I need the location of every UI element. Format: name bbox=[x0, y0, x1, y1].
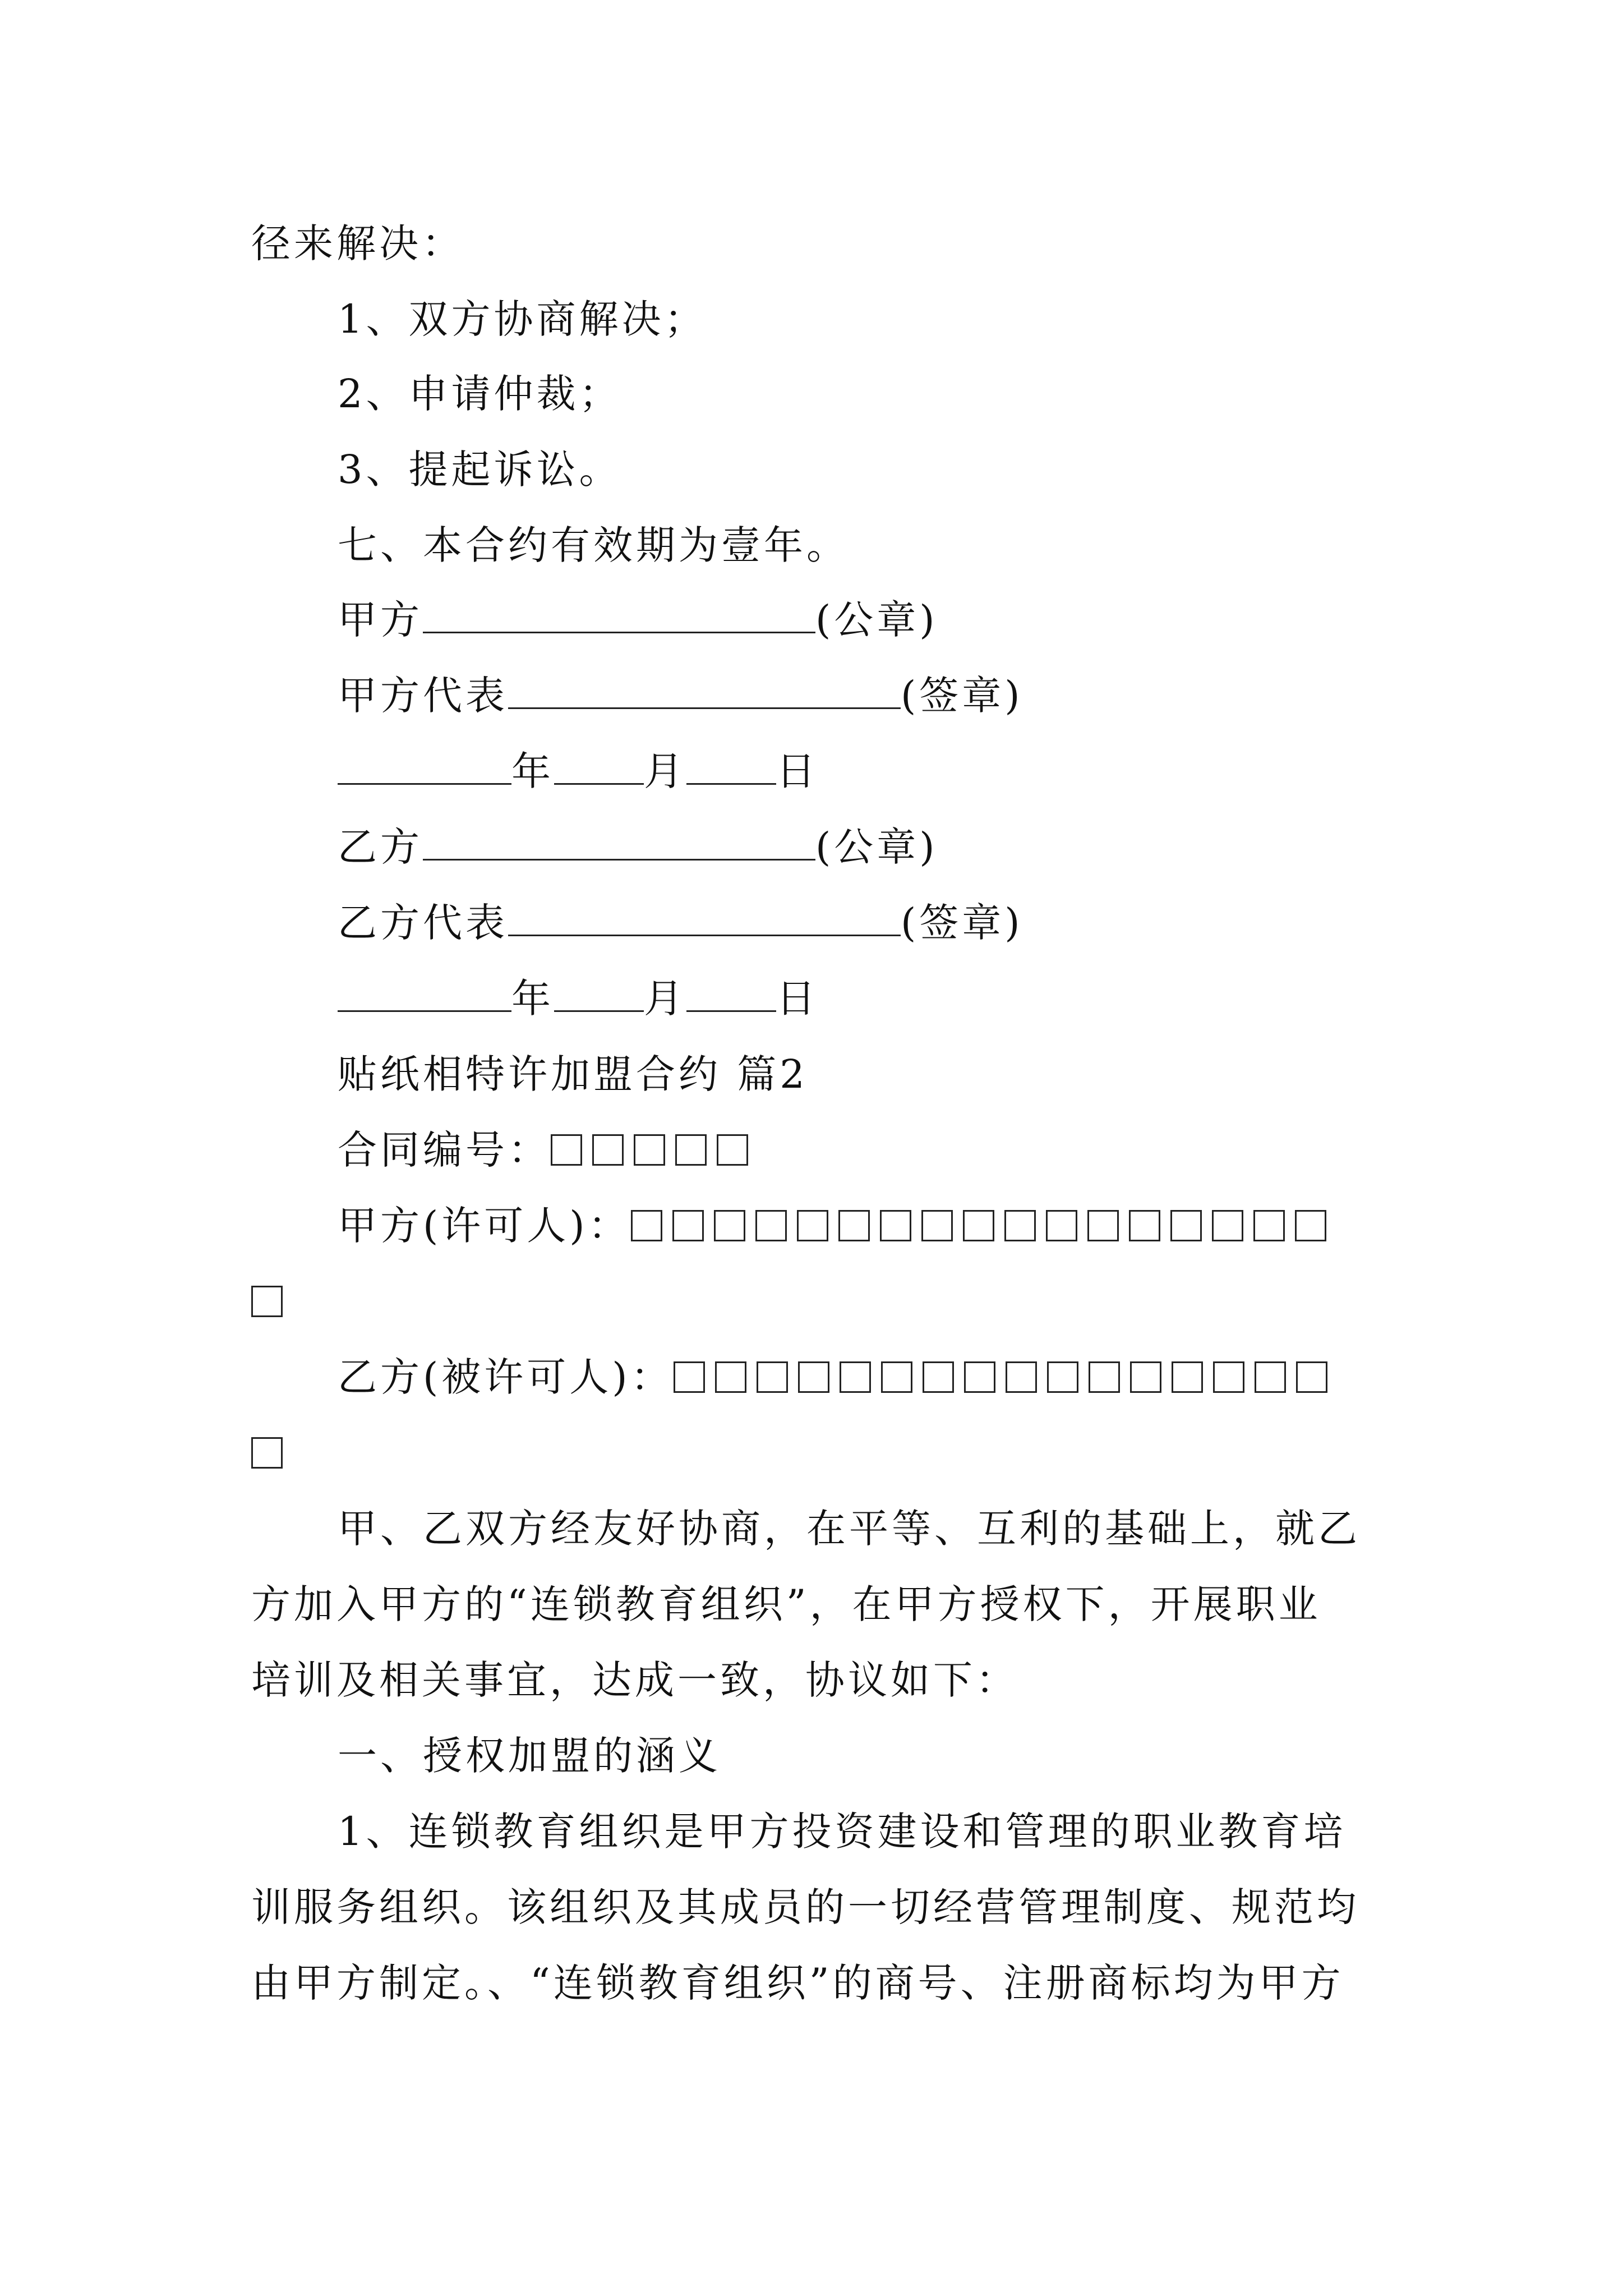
year-label: 年 bbox=[511, 976, 554, 1022]
day-blank bbox=[686, 977, 776, 1012]
party-b-blank bbox=[423, 825, 815, 861]
placeholder-boxes bbox=[674, 1354, 1338, 1400]
party-a-label: 甲方 bbox=[338, 597, 423, 643]
placeholder-boxes bbox=[251, 1278, 293, 1325]
date-row bbox=[338, 748, 819, 795]
section-heading: 一、授权加盟的涵义 bbox=[338, 1733, 721, 1779]
date-row bbox=[338, 975, 819, 1022]
paragraph-line: 方加入甲方的“连锁教育组织”，在甲方授权下，开展职业 bbox=[251, 1581, 1321, 1627]
licensor-row bbox=[338, 1202, 1336, 1249]
licensee-row bbox=[338, 1354, 1338, 1401]
month-label: 月 bbox=[644, 748, 686, 794]
party-b-signature-row bbox=[338, 823, 938, 871]
party-a-signature-row bbox=[338, 596, 938, 643]
licensee-label: 乙方(被许可人)： bbox=[338, 1354, 674, 1400]
year-blank bbox=[338, 977, 511, 1012]
seal-label: (公章) bbox=[815, 597, 938, 643]
section-title: 贴纸相特许加盟合约 篇2 bbox=[338, 1051, 808, 1097]
party-a-rep-label: 甲方代表 bbox=[338, 673, 508, 719]
paragraph-line: 甲、乙双方经友好协商，在平等、互利的基础上，就乙 bbox=[338, 1506, 1361, 1552]
text-line: 径来解决： bbox=[251, 220, 464, 266]
paragraph-line: 训服务组织。该组织及其成员的一切经营管理制度、规范均 bbox=[251, 1884, 1359, 1930]
day-label: 日 bbox=[776, 748, 819, 794]
party-a-rep-blank bbox=[508, 674, 901, 709]
paragraph-line: 培训及相关事宜，达成一致，协议如下： bbox=[251, 1657, 1018, 1703]
party-a-blank bbox=[423, 598, 815, 633]
month-blank bbox=[554, 977, 644, 1012]
clause-line: 七、本合约有效期为壹年。 bbox=[338, 522, 849, 568]
party-b-rep-signature-row bbox=[338, 899, 1023, 946]
month-label: 月 bbox=[644, 976, 686, 1022]
placeholder-boxes bbox=[251, 1429, 293, 1476]
contract-number-row bbox=[338, 1126, 758, 1174]
party-a-rep-signature-row bbox=[338, 672, 1023, 719]
seal-label: (签章) bbox=[901, 900, 1023, 946]
contract-number-label: 合同编号： bbox=[338, 1127, 551, 1173]
paragraph-line: 由甲方制定。、“连锁教育组织”的商号、注册商标均为甲方 bbox=[251, 1960, 1344, 2006]
party-b-rep-label: 乙方代表 bbox=[338, 900, 508, 946]
seal-label: (签章) bbox=[901, 673, 1023, 719]
year-blank bbox=[338, 749, 511, 785]
paragraph-line: 1、连锁教育组织是甲方投资建设和管理的职业教育培 bbox=[338, 1809, 1347, 1855]
licensor-label: 甲方(许可人)： bbox=[338, 1203, 631, 1249]
seal-label: (公章) bbox=[815, 824, 938, 870]
list-item: 1、双方协商解决； bbox=[338, 296, 707, 342]
placeholder-boxes bbox=[551, 1127, 758, 1173]
month-blank bbox=[554, 749, 644, 785]
list-item: 3、提起诉讼。 bbox=[338, 447, 622, 493]
list-item: 2、申请仲裁； bbox=[338, 371, 622, 417]
party-b-label: 乙方 bbox=[338, 824, 423, 870]
placeholder-boxes bbox=[631, 1203, 1336, 1249]
day-label: 日 bbox=[776, 976, 819, 1022]
party-b-rep-blank bbox=[508, 901, 901, 936]
day-blank bbox=[686, 749, 776, 785]
year-label: 年 bbox=[511, 748, 554, 794]
